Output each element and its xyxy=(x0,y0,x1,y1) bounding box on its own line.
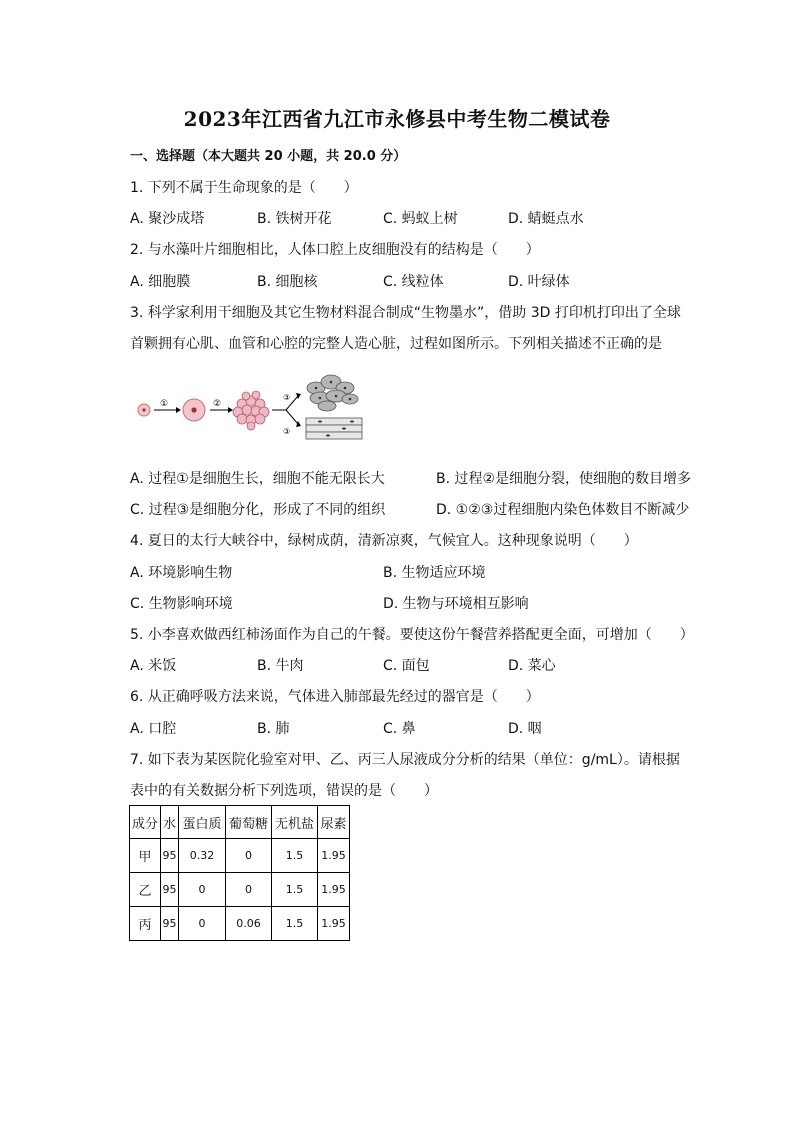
q2-option-c: C. 线粒体 xyxy=(383,274,444,290)
table-row xyxy=(130,839,350,873)
table-header-row xyxy=(130,806,350,839)
q3-option-c: C. 过程③是细胞分化，形成了不同的组织 xyxy=(130,502,386,518)
q2-option-a: A. 细胞膜 xyxy=(130,274,191,290)
q5-option-b: B. 牛肉 xyxy=(257,658,304,674)
q1-option-a: A. 聚沙成塔 xyxy=(130,211,205,227)
section-heading: 一、选择题（本大题共 20 小题，共 20.0 分） xyxy=(130,149,407,164)
question-3-stem-line2: 首颗拥有心肌、血管和心腔的完整人造心脏，过程如图所示。下列相关描述不正确的是 xyxy=(130,336,662,352)
table-cell: 0 xyxy=(226,873,272,907)
table-cell: 1.5 xyxy=(272,907,318,941)
q1-option-c: C. 蚂蚁上树 xyxy=(383,211,458,227)
table-cell: 0 xyxy=(226,839,272,873)
q2-option-d: D. 叶绿体 xyxy=(508,274,570,290)
q3-option-b: B. 过程②是细胞分裂，使细胞的数目增多 xyxy=(436,471,692,487)
step-label-2: ② xyxy=(213,399,222,409)
page-title: 2023年江西省九江市永修县中考生物二模试卷 xyxy=(183,107,611,131)
q6-option-b: B. 肺 xyxy=(257,721,290,737)
table-cell: 1.95 xyxy=(318,907,350,941)
table-cell: 1.5 xyxy=(272,873,318,907)
cell-process-figure xyxy=(134,368,364,448)
table-cell: 1.5 xyxy=(272,839,318,873)
table-cell: 0 xyxy=(179,873,226,907)
table-cell: 1.95 xyxy=(318,873,350,907)
table-cell: 1.95 xyxy=(318,839,350,873)
question-2-stem: 2. 与水藻叶片细胞相比，人体口腔上皮细胞没有的结构是（ ） xyxy=(130,242,540,258)
table-cell: 丙 xyxy=(130,907,161,941)
tissue-cardiac xyxy=(307,375,358,411)
q6-option-c: C. 鼻 xyxy=(383,721,416,737)
q5-option-d: D. 菜心 xyxy=(508,658,556,674)
table-header-cell: 尿素 xyxy=(318,806,350,839)
table-header-cell: 水 xyxy=(161,806,179,839)
question-7-stem-line1: 7. 如下表为某医院化验室对甲、乙、丙三人尿液成分分析的结果（单位：g/mL）。请根据 xyxy=(130,752,680,768)
table-header-cell: 成分 xyxy=(130,806,161,839)
q4-option-c: C. 生物影响环境 xyxy=(130,596,233,612)
table-row xyxy=(130,873,350,907)
question-3-stem-line1: 3. 科学家利用干细胞及其它生物材料混合制成“生物墨水”，借助 3D 打印机打印出了全球 xyxy=(130,305,681,321)
table-cell: 0.06 xyxy=(226,907,272,941)
question-5-stem: 5. 小李喜欢做西红柿汤面作为自己的午餐。要使这份午餐营养搭配更全面，可增加（ ） xyxy=(130,627,694,643)
q3-option-a: A. 过程①是细胞生长，细胞不能无限长大 xyxy=(130,471,385,487)
step-label-1: ① xyxy=(160,399,169,409)
q4-option-b: B. 生物适应环境 xyxy=(383,565,486,581)
q1-option-d: D. 蜻蜓点水 xyxy=(508,211,584,227)
q3-option-d: D. ①②③过程细胞内染色体数目不断减少 xyxy=(436,502,690,518)
question-6-stem: 6. 从正确呼吸方法来说，气体进入肺部最先经过的器官是（ ） xyxy=(130,689,540,705)
question-1-stem: 1. 下列不属于生命现象的是（ ） xyxy=(130,180,358,196)
table-cell: 95 xyxy=(161,907,179,941)
table-cell: 乙 xyxy=(130,873,161,907)
table-cell: 0.32 xyxy=(179,839,226,873)
q4-option-a: A. 环境影响生物 xyxy=(130,565,233,581)
q5-option-a: A. 米饭 xyxy=(130,658,177,674)
q1-option-b: B. 铁树开花 xyxy=(257,211,332,227)
step-label-3b: ③ xyxy=(283,427,291,436)
table-header-cell: 蛋白质 xyxy=(179,806,226,839)
table-cell: 甲 xyxy=(130,839,161,873)
table-cell: 95 xyxy=(161,873,179,907)
q2-option-b: B. 细胞核 xyxy=(257,274,318,290)
q6-option-a: A. 口腔 xyxy=(130,721,177,737)
table-header-cell: 葡萄糖 xyxy=(226,806,272,839)
table-header-cell: 无机盐 xyxy=(272,806,318,839)
question-7-stem-line2: 表中的有关数据分析下列选项，错误的是（ ） xyxy=(130,783,438,799)
cell-cluster xyxy=(233,391,269,430)
step-label-3a: ③ xyxy=(283,393,291,402)
question-4-stem: 4. 夏日的太行大峡谷中，绿树成荫，清新凉爽，气候宜人。这种现象说明（ ） xyxy=(130,533,638,549)
table-row xyxy=(130,907,350,941)
table-cell: 95 xyxy=(161,839,179,873)
table-cell: 0 xyxy=(179,907,226,941)
urine-analysis-table xyxy=(129,805,350,941)
q4-option-d: D. 生物与环境相互影响 xyxy=(383,596,529,612)
q5-option-c: C. 面包 xyxy=(383,658,430,674)
q6-option-d: D. 咽 xyxy=(508,721,542,737)
